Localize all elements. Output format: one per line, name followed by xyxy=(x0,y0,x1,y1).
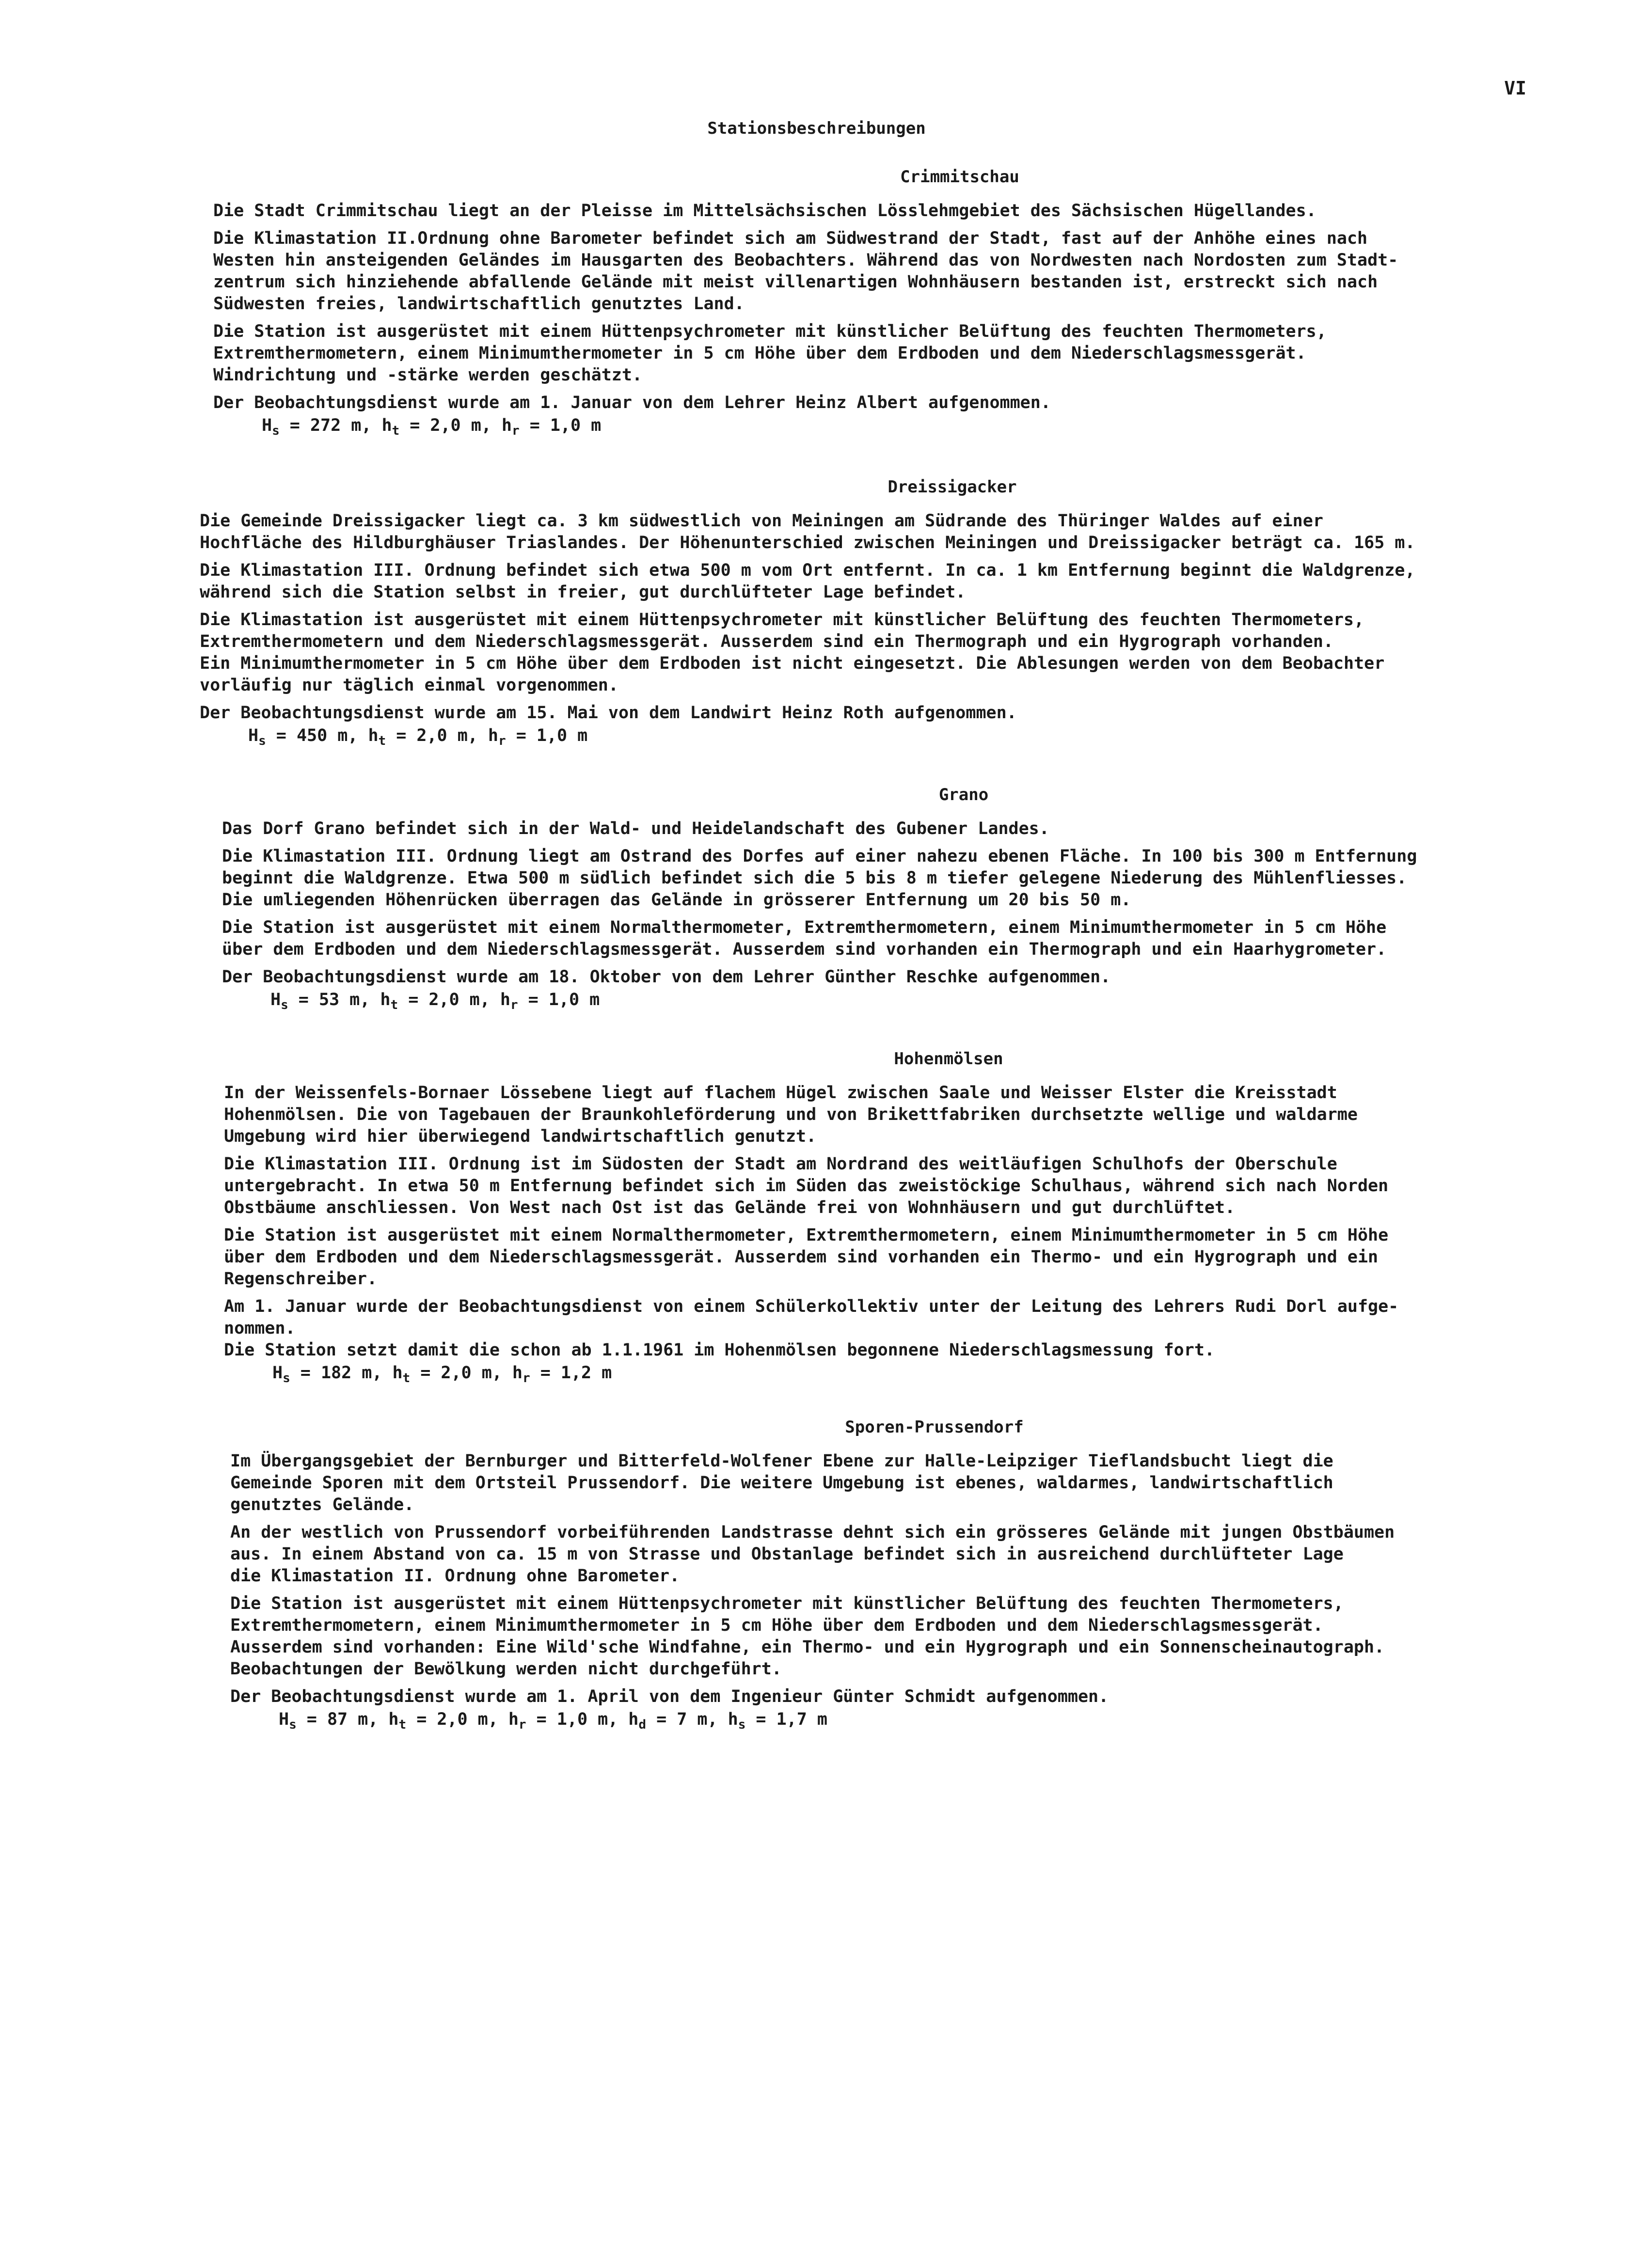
formula-hs: 53 m xyxy=(318,990,360,1009)
station-paragraph: Das Dorf Grano befindet sich in der Wald- und Heidelandschaft des Gubener Landes. xyxy=(222,819,1049,838)
station-formula: $H_s = 272$ m, $h_t = 2,0$ m, $h_r = 1,0$ m xyxy=(262,416,602,438)
station-paragraph: Die Klimastation III. Ordnung liegt am Ostrand des Dorfes auf einer nahezu ebenen Fläche. In 100 bis 300 m Entfernung beginnt die Waldgrenze. Etwa 500 m südlich befindet sich die 5 bis 8 m tiefer gelegene Niederung des Mühlenfliesses. Die umliegenden Höhenrücken überragen das Gelände in grösserer Entfernung um 20 bis 50 m. xyxy=(222,847,1417,910)
station-dreissigacker xyxy=(200,477,1533,752)
formula-hs: 182 m xyxy=(320,1363,372,1383)
station-paragraph: Die Klimastation III. Ordnung befindet sich etwa 500 m vom Ort entfernt. In ca. 1 km Entfernung beginnt die Waldgrenze, während sich die Station selbst in freier, gut durchlüfteter Lage befindet. xyxy=(200,561,1415,602)
station-paragraph: Der Beobachtungsdienst wurde am 15. Mai von dem Landwirt Heinz Roth aufgenommen. xyxy=(200,703,1017,723)
station-crimmitschau xyxy=(213,167,1546,442)
station-paragraph: Der Beobachtungsdienst wurde am 18. Oktober von dem Lehrer Günther Reschke aufgenommen. xyxy=(222,967,1111,987)
station-paragraph: Die Station ist ausgerüstet mit einem Normalthermometer, Extremthermometern, einem Minimumthermometer in 5 cm Höhe über dem Erdboden und dem Niederschlagsmessgerät. Ausserdem sind vorhanden ein Thermograph und ein Haarhygrometer. xyxy=(222,918,1387,959)
station-formula: $H_s = 87$ m, $h_t = 2,0$ m, $h_r = 1,0$ m, $h_d = 7$ m, $h_s = 1,7$ m xyxy=(279,1710,827,1732)
formula-hs2: 1,7 m xyxy=(776,1710,827,1729)
station-paragraph: An der westlich von Prussendorf vorbeiführenden Landstrasse dehnt sich ein grösseres Gelände mit jungen Obstbäumen aus. In einem Abstand von ca. 15 m von Strasse und Obstanlage befindet sich in ausreichend durchlüfteter Lage die Klimastation II. Ordnung ohne Barometer. xyxy=(230,1523,1395,1586)
station-paragraph: Die Klimastation III. Ordnung ist im Südosten der Stadt am Nordrand des weitläufigen Schulhofs der Oberschule untergebracht. In etwa 50 m Entfernung befindet sich im Süden das zweistöckige Schulhaus, während sich nach Norden Obstbäume anschliessen. Von West nach Ost ist das Gelände frei von Wohnhäusern und gut durchlüftet. xyxy=(224,1154,1389,1217)
formula-hr: 1,0 m xyxy=(548,990,600,1009)
formula-hr: 1,2 m xyxy=(560,1363,612,1383)
station-heading: Grano xyxy=(938,785,989,804)
station-paragraph: Der Beobachtungsdienst wurde am 1. April von dem Ingenieur Günter Schmidt aufgenommen. xyxy=(230,1687,1109,1706)
station-paragraph: Die Stadt Crimmitschau liegt an der Pleisse im Mittelsächsischen Lösslehmgebiet des Sächsischen Hügellandes. xyxy=(213,201,1316,220)
station-heading: Hohenmölsen xyxy=(894,1049,1003,1069)
formula-ht: 2,0 m xyxy=(416,726,468,745)
formula-hr: 1,0 m xyxy=(556,1710,608,1729)
station-paragraph: Die Station ist ausgerüstet mit einem Hüttenpsychrometer mit künstlicher Belüftung des feuchten Thermometers, Extremthermometern, einem Minimumthermometer in 5 cm Höhe über dem Erdboden und dem Niederschlagsmessgerät. Windrichtung und -stärke werden geschätzt. xyxy=(213,322,1327,385)
formula-hr: 1,0 m xyxy=(536,726,588,745)
station-grano xyxy=(222,785,1555,1016)
station-heading: Crimmitschau xyxy=(900,167,1019,187)
station-formula: $H_s = 53$ m, $h_t = 2,0$ m, $h_r = 1,0$ m xyxy=(270,990,600,1012)
formula-ht: 2,0 m xyxy=(437,1710,488,1729)
station-heading: Dreissigacker xyxy=(888,477,1017,497)
station-paragraph: In der Weissenfels-Bornaer Lössebene liegt auf flachem Hügel zwischen Saale und Weisser Elster die Kreisstadt Hohenmölsen. Die von Tagebauen der Braunkohleförderung und von Brikettfabriken durchsetzte wellige und waldarme Umgebung wird hier überwiegend landwirtschaftlich genutzt. xyxy=(224,1083,1358,1146)
station-heading: Sporen-Prussendorf xyxy=(845,1418,1024,1437)
station-paragraph: Die Station ist ausgerüstet mit einem Hüttenpsychrometer mit künstlicher Belüftung des feuchten Thermometers, Extremthermometern, einem Minimumthermometer in 5 cm Höhe über dem Erdboden und dem Niederschlagsmessgerät. Ausserdem sind vorhanden: Eine Wild'sche Windfahne, ein Thermo- und ein Hygrograph und ein Sonnenscheinautograph. Beobachtungen der Bewölkung werden nicht durchgeführt. xyxy=(230,1594,1385,1679)
page-number: VI xyxy=(1504,78,1526,99)
formula-hs: 272 m xyxy=(310,416,362,435)
formula-ht: 2,0 m xyxy=(428,990,480,1009)
station-hohenmoelsen xyxy=(224,1049,1557,1389)
formula-hs: 450 m xyxy=(296,726,348,745)
station-paragraph: Die Klimastation II.Ordnung ohne Barometer befindet sich am Südwestrand der Stadt, fast auf der Anhöhe eines nach Westen hin ansteigenden Geländes im Hausgarten des Beobachters. Während das von Nordwesten nach Nordosten zum Stadt- zentrum sich hinziehende abfallende Gelände mit meist villenartigen Wohnhäusern bestanden ist, erstreckt sich nach Südwesten freies, landwirtschaftlich genutztes Land. xyxy=(213,229,1398,314)
formula-ht: 2,0 m xyxy=(441,1363,492,1383)
station-formula: $H_s = 182$ m, $h_t = 2,0$ m, $h_r = 1,2$ m xyxy=(272,1363,612,1386)
page-title: Stationsbeschreibungen xyxy=(707,119,926,138)
station-paragraph: Der Beobachtungsdienst wurde am 1. Januar von dem Lehrer Heinz Albert aufgenommen. xyxy=(213,393,1051,412)
station-formula: $H_s = 450$ m, $h_t = 2,0$ m, $h_r = 1,0$ m xyxy=(248,726,588,748)
station-paragraph: Am 1. Januar wurde der Beobachtungsdienst von einem Schülerkollektiv unter der Leitung des Lehrers Rudi Dorl aufge- nommen. Die Station setzt damit die schon ab 1.1.1961 im Hohenmölsen begonnene Niederschlagsmessung fort. xyxy=(224,1297,1399,1360)
formula-hs: 87 m xyxy=(327,1710,368,1729)
formula-hd: 7 m xyxy=(677,1710,708,1729)
station-paragraph: Die Klimastation ist ausgerüstet mit einem Hüttenpsychrometer mit künstlicher Belüftung des feuchten Thermometers, Extremthermometern und dem Niederschlagsmessgerät. Ausserdem sind ein Thermograph und ein Hygrograph vorhanden. Ein Minimumthermometer in 5 cm Höhe über dem Erdboden ist nicht eingesetzt. Die Ablesungen werden von dem Beobachter vorläufig nur täglich einmal vorgenommen. xyxy=(200,610,1385,695)
station-paragraph: Im Übergangsgebiet der Bernburger und Bitterfeld-Wolfener Ebene zur Halle-Leipziger Tieflandsbucht liegt die Gemeinde Sporen mit dem Ortsteil Prussendorf. Die weitere Umgebung ist ebenes, waldarmes, landwirtschaftlich genutztes Gelände. xyxy=(230,1451,1333,1514)
station-paragraph: Die Station ist ausgerüstet mit einem Normalthermometer, Extremthermometern, einem Minimumthermometer in 5 cm Höhe über dem Erdboden und dem Niederschlagsmessgerät. Ausserdem sind vorhanden ein Thermo- und ein Hygrograph und ein Regenschreiber. xyxy=(224,1226,1389,1289)
formula-hr: 1,0 m xyxy=(550,416,602,435)
station-sporen-prussendorf xyxy=(230,1418,1563,1736)
station-paragraph: Die Gemeinde Dreissigacker liegt ca. 3 km südwestlich von Meiningen am Südrande des Thüringer Waldes auf einer Hochfläche des Hildburghäuser Triaslandes. Der Höhenunterschied zwischen Meiningen und Dreissigacker beträgt ca. 165 m. xyxy=(200,511,1415,552)
formula-ht: 2,0 m xyxy=(430,416,481,435)
